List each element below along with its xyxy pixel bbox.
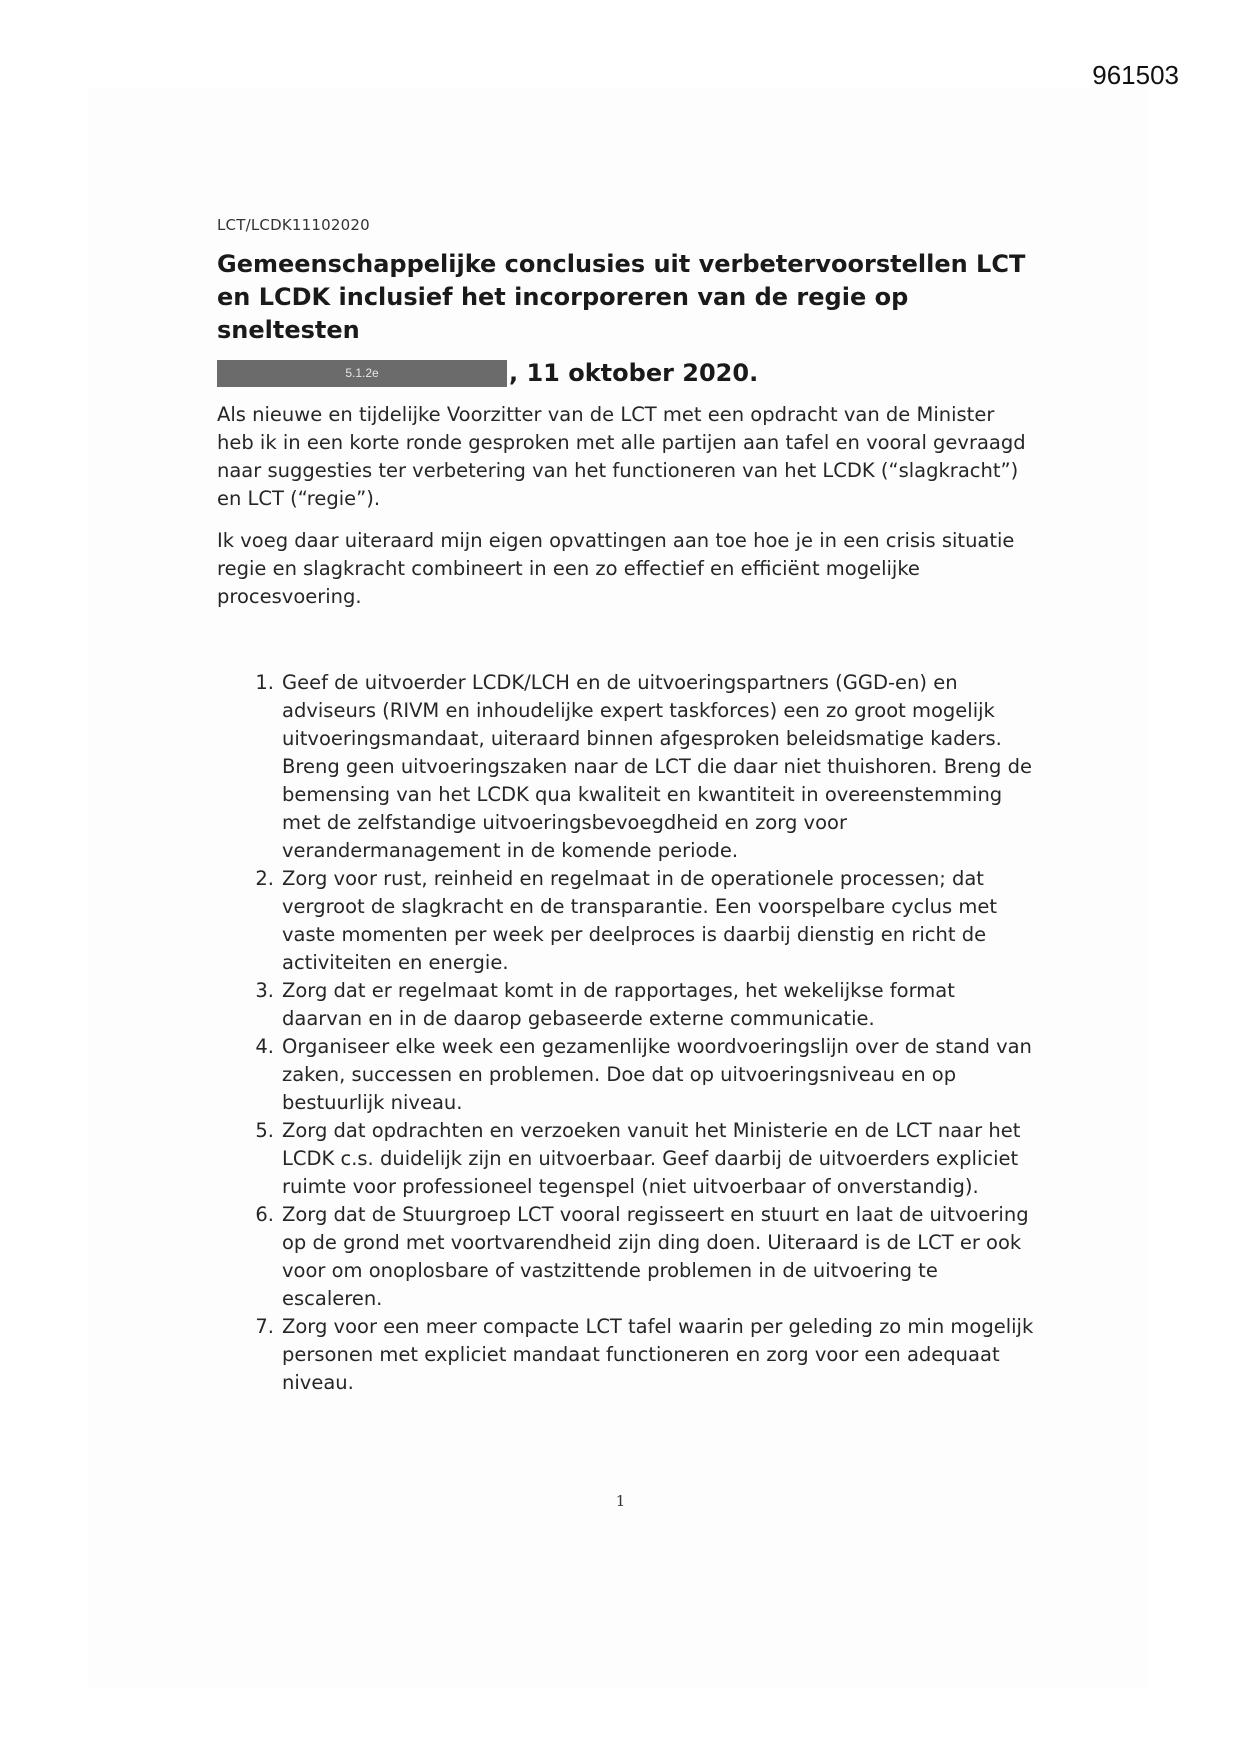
reference-code: LCT/LCDK11102020	[217, 216, 370, 234]
document-id-stamp: 961503	[1092, 60, 1179, 90]
redaction-box	[217, 360, 507, 387]
list-item-number: 2.	[255, 867, 274, 890]
list-item-text: Organiseer elke week een gezamenlijke woordvoeringslijn over de stand van zaken, successen en problemen. Doe dat op uitvoeringsniveau en op bestuurlijk niveau.	[282, 1035, 1032, 1114]
list-item-text: Zorg dat er regelmaat komt in de rapportages, het wekelijkse format daarvan en in de daarop gebaseerde externe communicatie.	[282, 979, 955, 1030]
list-item-number: 4.	[255, 1035, 274, 1058]
list-item-number: 6.	[255, 1203, 274, 1226]
recommendation-list	[217, 669, 1037, 1397]
list-item-text: Zorg dat de Stuurgroep LCT vooral regisseert en stuurt en laat de uitvoering op de grond met voortvarendheid zijn ding doen. Uiteraard is de LCT er ook voor om onoplosbare of vastzittende problemen in de uitvoering te escaleren.	[282, 1203, 1029, 1310]
intro-paragraph: Als nieuwe en tijdelijke Voorzitter van de LCT met een opdracht van de Minister heb ik in een korte ronde gesproken met alle partijen aan tafel en vooral gevraagd naar suggesties ter verbetering van het functioneren van het LCDK (“slagkracht”) en LCT (“regie”).	[217, 403, 1026, 510]
list-item	[217, 865, 1037, 977]
list-item-text: Zorg voor een meer compacte LCT tafel waarin per geleding zo min mogelijk personen met expliciet mandaat functioneren en zorg voor een adequaat niveau.	[282, 1315, 1034, 1394]
list-item	[217, 1117, 1037, 1201]
list-item-text: Zorg dat opdrachten en verzoeken vanuit het Ministerie en de LCT naar het LCDK c.s. duidelijk zijn en uitvoerbaar. Geef daarbij de uitvoerders expliciet ruimte voor professioneel tegenspel (niet uitvoerbaar of onverstandig).	[282, 1119, 1021, 1198]
document-content	[217, 216, 1037, 1397]
list-item-number: 1.	[255, 671, 274, 694]
redaction-code: 5.1.2e	[345, 366, 379, 380]
date-line	[217, 359, 1037, 387]
list-item-text: Geef de uitvoerder LCDK/LCH en de uitvoeringspartners (GGD-en) en adviseurs (RIVM en inhoudelijke expert taskforces) een zo groot mogelijk uitvoeringsmandaat, uiteraard binnen afgesproken beleidsmatige kaders. Breng geen uitvoeringszaken naar de LCT die daar niet thuishoren. Breng de bemensing van het LCDK qua kwaliteit en kwantiteit in overeenstemming met de zelfstandige uitvoeringsbevoegdheid en zorg voor verandermanagement in de komende periode.	[282, 671, 1032, 862]
document-title: Gemeenschappelijke conclusies uit verbetervoorstellen LCT en LCDK inclusief het incorporeren van de regie op sneltesten	[217, 250, 1026, 344]
list-item-text: Zorg voor rust, reinheid en regelmaat in de operationele processen; dat vergroot de slagkracht en de transparantie. Een voorspelbare cyclus met vaste momenten per week per deelproces is daarbij dienstig en richt de activiteiten en energie.	[282, 867, 998, 974]
list-item	[217, 1201, 1037, 1313]
list-item-number: 3.	[255, 979, 274, 1002]
document-date: , 11 oktober 2020.	[509, 359, 759, 387]
list-item	[217, 1313, 1037, 1397]
list-item-number: 5.	[255, 1119, 274, 1142]
list-item	[217, 977, 1037, 1033]
list-item	[217, 1033, 1037, 1117]
page-number: 1	[615, 1492, 626, 1510]
list-item-number: 7.	[255, 1315, 274, 1338]
intro-paragraph: Ik voeg daar uiteraard mijn eigen opvattingen aan toe hoe je in een crisis situatie regie en slagkracht combineert in een zo effectief en efficiënt mogelijke procesvoering.	[217, 529, 1015, 608]
list-item	[217, 669, 1037, 865]
